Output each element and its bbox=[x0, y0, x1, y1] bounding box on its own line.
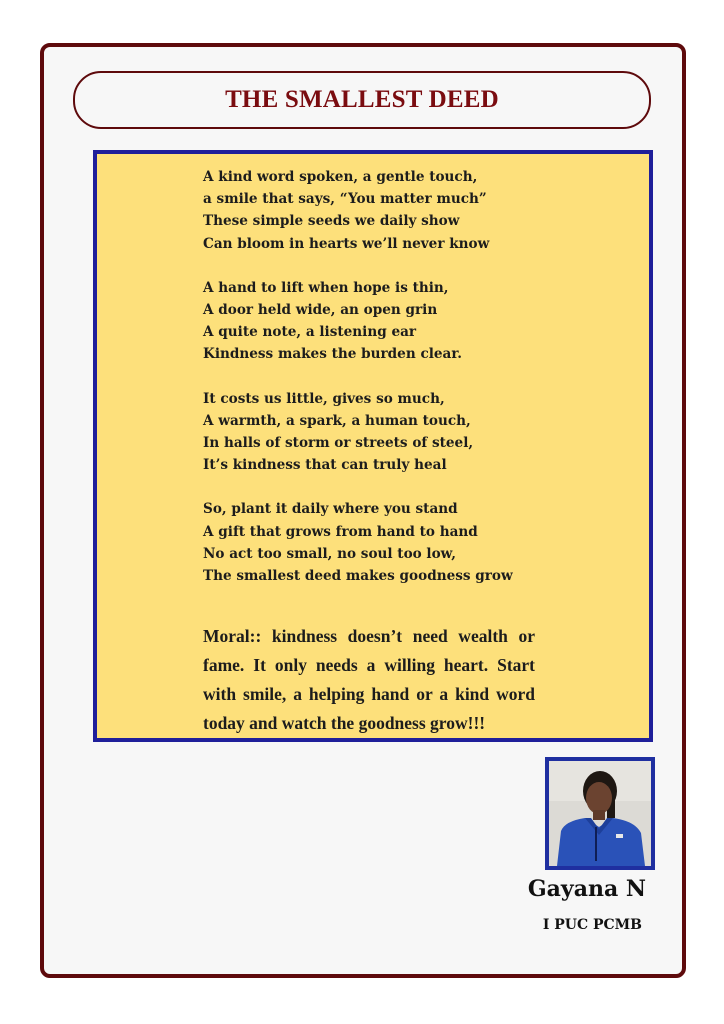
poem-line: A hand to lift when hope is thin, bbox=[203, 279, 449, 296]
poem-line: Can bloom in hearts we’ll never know bbox=[203, 235, 490, 252]
stanza bbox=[203, 277, 623, 366]
author-name: Gayana N bbox=[527, 876, 646, 902]
stanza bbox=[203, 498, 623, 587]
poem bbox=[203, 166, 623, 609]
poem-line: a smile that says, “You matter much” bbox=[203, 191, 487, 208]
author-class: I PUC PCMB bbox=[542, 917, 642, 933]
poem-line: A quite note, a listening ear bbox=[203, 324, 417, 341]
stanza bbox=[203, 166, 623, 255]
poem-line: A door held wide, an open grin bbox=[203, 302, 438, 319]
poem-line: It costs us little, gives so much, bbox=[203, 390, 445, 407]
poem-panel bbox=[93, 150, 653, 742]
poem-line: It’s kindness that can truly heal bbox=[203, 457, 447, 474]
stanza bbox=[203, 388, 623, 477]
poem-line: A warmth, a spark, a human touch, bbox=[203, 412, 471, 429]
portrait-image bbox=[549, 761, 651, 866]
poem-line: These simple seeds we daily show bbox=[203, 213, 460, 230]
poem-line: So, plant it daily where you stand bbox=[203, 501, 458, 518]
poem-line: No act too small, no soul too low, bbox=[203, 545, 456, 562]
page-title: THE SMALLEST DEED bbox=[225, 86, 499, 113]
poem-line: Kindness makes the burden clear. bbox=[203, 346, 462, 363]
poem-line: A kind word spoken, a gentle touch, bbox=[203, 169, 478, 185]
poem-line: The smallest deed makes goodness grow bbox=[203, 568, 513, 585]
poem-line: A gift that grows from hand to hand bbox=[203, 523, 478, 540]
moral-text: Moral:: kindness doesn’t need wealth or fame. It only needs a willing heart. Start with smile, a helping hand or a kind word today and watch the goodness grow!!! bbox=[203, 626, 535, 733]
poem-line: In halls of storm or streets of steel, bbox=[203, 435, 474, 452]
title-banner bbox=[73, 71, 651, 129]
author-photo bbox=[545, 757, 655, 870]
